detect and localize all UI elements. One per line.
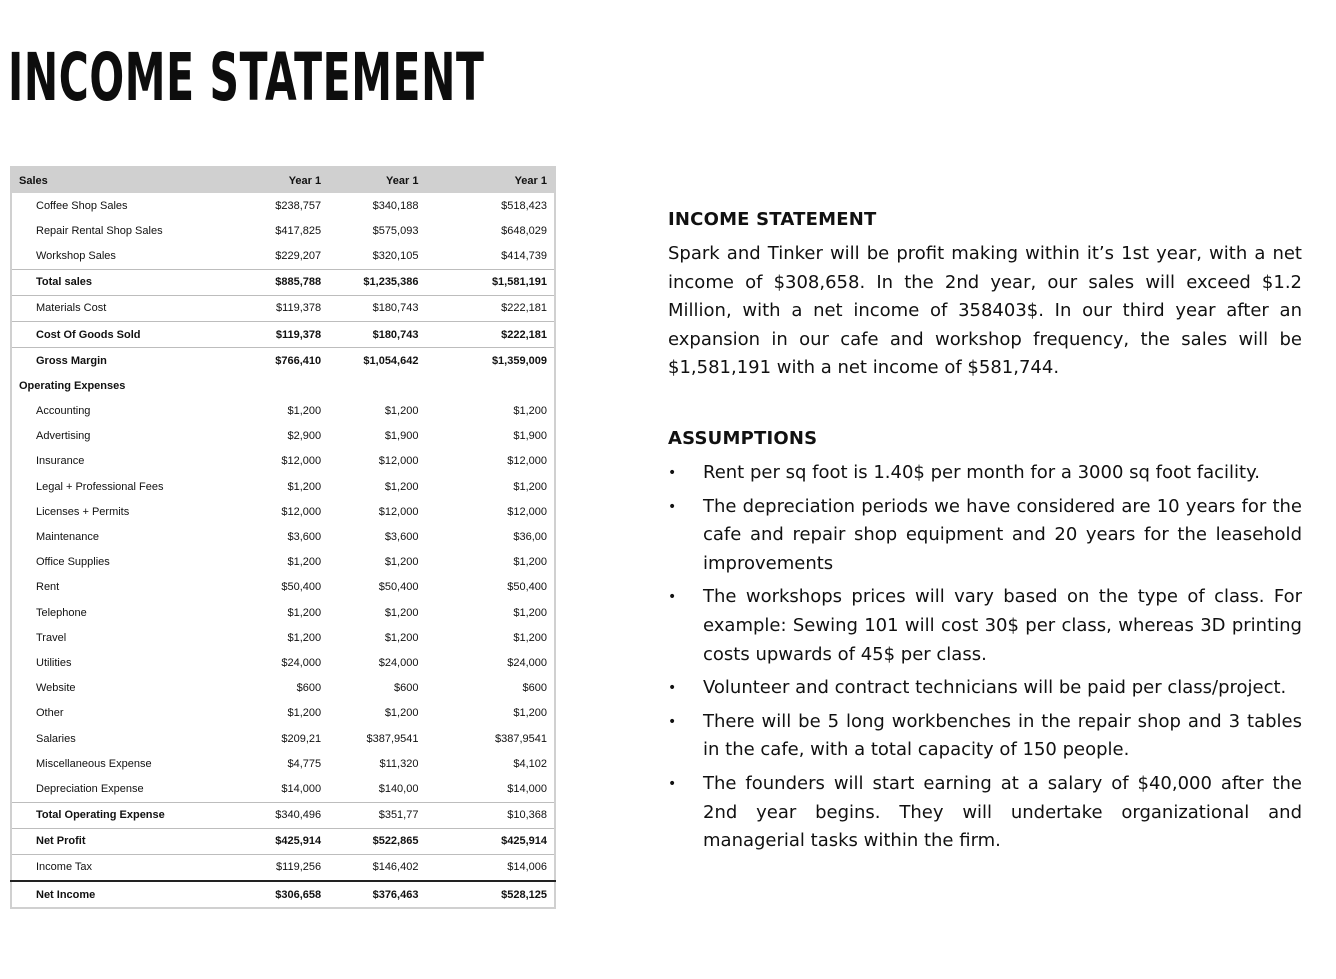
table-row	[11, 449, 555, 474]
row-label: Telephone	[36, 606, 87, 619]
row-value: $180,743	[321, 295, 418, 321]
row-label: Salaries	[36, 732, 76, 745]
table-row	[11, 499, 555, 524]
row-label: Advertising	[36, 430, 91, 443]
row-label: Website	[36, 682, 76, 695]
row-value: $1,200	[384, 556, 419, 569]
row-value: $12,000	[378, 455, 419, 468]
table-row	[11, 243, 555, 269]
table-row	[11, 424, 555, 449]
row-value: $522,865	[321, 828, 418, 854]
row-value: $1,054,642	[321, 348, 418, 374]
table-row	[11, 600, 555, 625]
row-value: $417,825	[275, 224, 322, 237]
row-label: Workshop Sales	[36, 249, 116, 262]
table-row	[11, 701, 555, 726]
table-row	[11, 854, 555, 881]
row-value: $1,200	[384, 405, 419, 418]
row-value: $140,00	[378, 782, 419, 795]
assumption-text: The founders will start earning at a salary of $40,000 after the 2nd year begins. They will undertake organizational and managerial tasks within the firm.	[703, 772, 1302, 852]
row-value: $50,400	[378, 581, 419, 594]
assumption-item	[668, 708, 1302, 765]
row-value: $600	[393, 682, 419, 695]
page-title: INCOME STATEMENT	[8, 39, 485, 116]
row-label: Other	[36, 707, 64, 720]
row-value: $1,200	[513, 707, 547, 720]
row-label: Utilities	[36, 656, 72, 669]
row-value: $4,775	[287, 757, 322, 770]
table-row	[11, 726, 555, 751]
row-value: $425,914	[232, 828, 321, 854]
row-value: $4,102	[513, 757, 547, 770]
row-value: $12,000	[507, 505, 547, 518]
table-row	[11, 321, 555, 347]
row-value	[321, 373, 418, 398]
row-value: $12,000	[378, 505, 419, 518]
row-value: $222,181	[418, 321, 555, 347]
assumption-text: There will be 5 long workbenches in the repair shop and 3 tables in the cafe, with a total capacity of 150 people.	[703, 710, 1302, 761]
row-label: Total Operating Expense	[11, 802, 232, 828]
assumption-text: Rent per sq foot is 1.40$ per month for a 3000 sq foot facility.	[703, 461, 1260, 483]
row-value: $1,200	[513, 405, 547, 418]
row-value: $11,320	[379, 757, 419, 770]
row-value: $648,029	[501, 224, 547, 237]
row-label: Net Profit	[11, 828, 232, 854]
table-body	[11, 193, 555, 908]
row-value: $229,207	[275, 249, 322, 262]
row-value: $24,000	[378, 656, 419, 669]
row-value: $1,200	[513, 606, 547, 619]
row-label: Coffee Shop Sales	[36, 199, 128, 212]
assumptions-heading: ASSUMPTIONS	[668, 427, 818, 449]
row-value: $1,900	[513, 430, 547, 443]
row-value: $600	[522, 682, 547, 695]
row-value: $1,200	[287, 556, 322, 569]
table-row	[11, 676, 555, 701]
row-value: $24,000	[507, 656, 547, 669]
assumption-text: Volunteer and contract technicians will be paid per class/project.	[703, 677, 1287, 699]
income-statement-table	[10, 166, 556, 909]
row-value: $340,188	[372, 199, 419, 212]
summary-paragraph: Spark and Tinker will be profit making within it’s 1st year, with a net income of $308,658. In the 2nd year, our sales will exceed $1.2 Million, with a net income of 358403$. In our third year after an expansion in our cafe and workshop frequency, the sales will be $1,581,191 with a net income of $581,744.	[668, 243, 1302, 379]
table-row	[11, 474, 555, 499]
row-value: $1,200	[513, 556, 547, 569]
row-value: $1,200	[384, 631, 419, 644]
row-value: $12,000	[281, 455, 322, 468]
table-row	[11, 218, 555, 243]
text-panel	[668, 206, 1302, 861]
row-value: $1,359,009	[418, 348, 555, 374]
assumptions-list	[668, 459, 1302, 856]
assumption-item	[668, 770, 1302, 856]
row-value: $1,200	[384, 480, 419, 493]
row-label: Insurance	[36, 455, 85, 468]
row-value: $1,200	[287, 405, 322, 418]
row-label: Income Tax	[11, 854, 232, 881]
assumption-item	[668, 583, 1302, 669]
table-row	[11, 193, 555, 218]
table-row	[11, 625, 555, 650]
table-row	[11, 881, 555, 908]
row-value: $119,256	[232, 854, 321, 881]
row-label: Materials Cost	[11, 295, 232, 321]
row-label: Operating Expenses	[19, 379, 126, 392]
row-value: $528,125	[418, 881, 555, 908]
table-row	[11, 550, 555, 575]
row-value: $885,788	[232, 269, 321, 295]
table-row	[11, 802, 555, 828]
row-label: Repair Rental Shop Sales	[36, 224, 163, 237]
row-value: $146,402	[321, 854, 418, 881]
row-value: $518,423	[501, 199, 547, 212]
row-value: $180,743	[321, 321, 418, 347]
row-value: $1,200	[287, 606, 322, 619]
assumption-item	[668, 674, 1302, 703]
bullet-icon: •	[668, 498, 677, 515]
row-label: Cost Of Goods Sold	[11, 321, 232, 347]
row-value: $1,200	[287, 707, 322, 720]
row-value: $1,900	[384, 430, 419, 443]
bullet-icon: •	[668, 775, 677, 792]
row-value: $1,200	[287, 480, 322, 493]
column-header-year: Year 1	[232, 167, 321, 193]
column-header-year: Year 1	[321, 167, 418, 193]
row-value: $414,739	[501, 249, 547, 262]
row-value: $376,463	[321, 881, 418, 908]
row-value: $320,105	[372, 249, 419, 262]
row-value: $600	[296, 682, 322, 695]
row-label: Gross Margin	[11, 348, 232, 374]
row-label: Maintenance	[36, 531, 99, 544]
row-value: $425,914	[418, 828, 555, 854]
row-value: $50,400	[281, 581, 322, 594]
row-value: $24,000	[281, 656, 322, 669]
row-value: $209,21	[281, 732, 322, 745]
row-value: $1,200	[513, 480, 547, 493]
assumption-item	[668, 493, 1302, 579]
table-row	[11, 295, 555, 321]
table-row	[11, 776, 555, 802]
row-value: $3,600	[384, 531, 419, 544]
row-value: $306,658	[232, 881, 321, 908]
bullet-icon: •	[668, 680, 677, 697]
assumption-text: The depreciation periods we have considered are 10 years for the cafe and repair shop equipment and 20 years for the leasehold improvements	[703, 495, 1302, 574]
table-row	[11, 828, 555, 854]
row-value: $575,093	[372, 224, 419, 237]
row-value: $12,000	[281, 505, 322, 518]
bullet-icon: •	[668, 464, 677, 481]
bullet-icon: •	[668, 589, 677, 606]
assumption-item	[668, 459, 1302, 488]
table-row	[11, 751, 555, 776]
row-value: $1,581,191	[418, 269, 555, 295]
row-value: $766,410	[232, 348, 321, 374]
table-row	[11, 399, 555, 424]
row-value: $14,006	[418, 854, 555, 881]
row-label: Legal + Professional Fees	[36, 480, 164, 493]
bullet-icon: •	[668, 713, 677, 730]
row-value: $3,600	[287, 531, 322, 544]
row-value: $1,235,386	[321, 269, 418, 295]
row-value: $36,00	[513, 531, 547, 544]
row-value: $1,200	[384, 606, 419, 619]
row-value: $1,200	[384, 707, 419, 720]
row-label: Office Supplies	[36, 556, 110, 569]
row-value: $238,757	[275, 199, 322, 212]
row-value: $12,000	[507, 455, 547, 468]
summary-heading: INCOME STATEMENT	[668, 209, 877, 230]
assumption-text: The workshops prices will vary based on the type of class. For example: Sewing 101 will cost 30$ per class, whereas 3D printing costs upwards of 45$ per class.	[703, 586, 1302, 665]
table-row	[11, 373, 555, 398]
table-row	[11, 524, 555, 549]
row-value: $50,400	[507, 581, 547, 594]
column-header-sales: Sales	[11, 167, 232, 193]
row-value: $14,000	[281, 782, 322, 795]
row-value: $2,900	[287, 430, 322, 443]
row-label: Licenses + Permits	[36, 505, 130, 518]
row-value: $340,496	[232, 802, 321, 828]
row-label: Net Income	[11, 881, 232, 908]
row-value: $387,9541	[366, 732, 419, 745]
row-value	[418, 373, 555, 398]
row-value: $387,9541	[495, 732, 547, 745]
table-row	[11, 575, 555, 600]
row-label: Accounting	[36, 405, 91, 418]
row-value: $222,181	[418, 295, 555, 321]
table-row	[11, 348, 555, 374]
table-header-row	[11, 167, 555, 193]
row-label: Rent	[36, 581, 60, 594]
row-value: $14,000	[507, 782, 547, 795]
column-header-year: Year 1	[418, 167, 555, 193]
row-value: $1,200	[287, 631, 322, 644]
row-label: Depreciation Expense	[36, 782, 144, 795]
row-value: $119,378	[232, 321, 321, 347]
row-value: $1,200	[513, 631, 547, 644]
row-value	[232, 373, 321, 398]
row-label: Travel	[36, 631, 67, 644]
row-value: $351,77	[321, 802, 418, 828]
row-value: $10,368	[418, 802, 555, 828]
row-label: Total sales	[11, 269, 232, 295]
table-row	[11, 650, 555, 675]
row-value: $119,378	[232, 295, 321, 321]
table-row	[11, 269, 555, 295]
row-label: Miscellaneous Expense	[36, 757, 152, 770]
